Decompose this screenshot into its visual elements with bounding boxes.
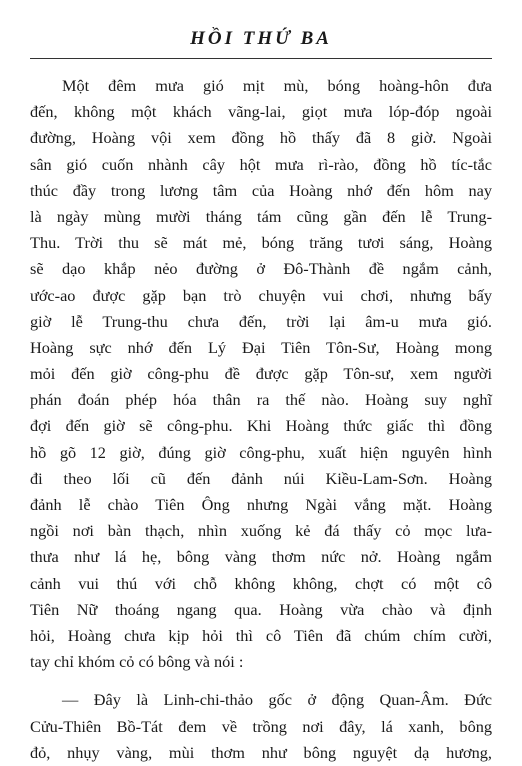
text-line: Tiên Nữ thoáng ngang qua. Hoàng vừa chào và định (30, 599, 492, 619)
text-line: đường, Hoàng vội xem đồng hồ thấy đã 8 giờ. Ngoài (30, 128, 492, 148)
body-text (30, 73, 492, 766)
text-line: đến, không một khách vãng-lai, giọt mưa lóp-đóp ngoài (30, 102, 492, 122)
text-line: Thu. Trời thu sẽ mát mẻ, bóng trăng tươi sáng, Hoàng (30, 233, 492, 253)
text-line: Hoàng sực nhớ đến Lý Đại Tiên Tôn-Sư, Hoàng mong (30, 337, 492, 357)
paragraph-2 (30, 687, 492, 766)
text-line: ngồi nơi bàn thạch, nhìn xuống kẻ đá thấy cỏ mọc lưa- (30, 521, 492, 541)
text-line: thưa như lá hẹ, bông vàng thơm nức nở. Hoàng ngắm (30, 547, 492, 567)
text-line: ước-ao được gặp bạn trò chuyện vui chơi, nhưng bấy (30, 285, 492, 305)
text-line: giờ lễ Trung-thu chưa đến, trời lại âm-u mưa gió. (30, 311, 492, 331)
text-line: phán đoán phép hóa thân ra thế nào. Hoàng suy nghĩ (30, 390, 492, 410)
text-line: hồ gõ 12 giờ, đúng giờ công-phu, xuất hiện nguyên hình (30, 442, 492, 462)
text-line: thúc đầy trong lương tâm của Hoàng nhớ đến hôm nay (30, 180, 492, 200)
text-line: Cửu-Thiên Bồ-Tát đem về trồng nơi đây, lá xanh, bông (30, 716, 492, 736)
text-line: sẽ dạo khắp nẻo đường ở Đô-Thành đề ngắm cảnh, (30, 259, 492, 279)
text-line: cảnh vui thú với chỗ không không, chợt có một cô (30, 573, 492, 593)
text-line: mỏi đến giờ công-phu đề được gặp Tôn-sư, xem người (30, 364, 492, 384)
text-line: đi theo lối cũ đến đảnh núi Kiều-Lam-Sơn. Hoàng (30, 468, 492, 488)
text-line: sân gió cuốn nhành cây hột mưa rì-rào, đồng hồ tíc-tắc (30, 154, 492, 174)
title-divider (30, 58, 492, 59)
paragraph-1 (30, 73, 492, 675)
text-line: đỏ, nhụy vàng, mùi thơm như bông nguyệt dạ hương, (30, 742, 492, 762)
text-line: đợi đến giờ sẽ công-phu. Khi Hoàng thức giấc thì đồng (30, 416, 492, 436)
text-line: đảnh lễ chào Tiên Ông nhưng Ngài vắng mặt. Hoàng (30, 495, 492, 514)
text-line: tay chỉ khóm cỏ có bông và nói : (30, 652, 244, 672)
text-line: hỏi, Hoàng chưa kịp hỏi thì cô Tiên đã chúm chím cười, (30, 625, 492, 645)
text-line: là ngày mùng mười tháng tám cũng gần đến lễ Trung- (30, 206, 492, 226)
text-line: Một đêm mưa gió mịt mù, bóng hoàng-hôn đưa (62, 76, 492, 95)
chapter-title: HỒI THỨ BA (190, 28, 332, 49)
text-line: — Đây là Linh-chi-thảo gốc ở động Quan-Âm. Đức (62, 690, 492, 710)
